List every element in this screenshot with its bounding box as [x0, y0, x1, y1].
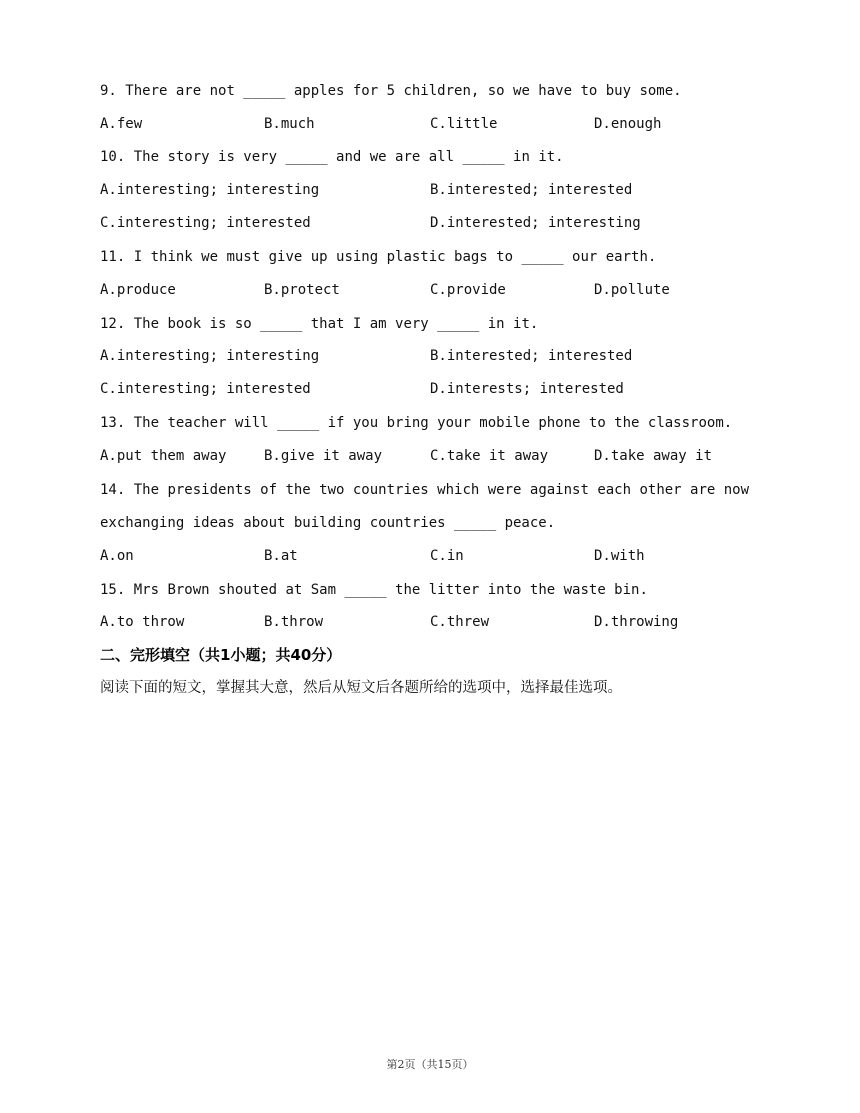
- question-14-options: [100, 546, 780, 566]
- page-footer: 第2页（共15页）: [386, 1058, 474, 1071]
- option-b: B.interested; interested: [430, 182, 633, 198]
- question-number: 12.: [100, 316, 126, 332]
- option-b: B.throw: [264, 614, 324, 630]
- option-a: A.interesting; interesting: [100, 348, 320, 364]
- option-b: B.protect: [264, 282, 340, 298]
- option-d: D.take away it: [594, 448, 713, 464]
- question-number: 11.: [100, 249, 126, 265]
- option-a: A.few: [100, 116, 143, 132]
- question-10-options-row-2: [100, 213, 780, 233]
- option-b: B.much: [264, 116, 315, 132]
- question-text: Mrs Brown shouted at Sam _____ the litter into the waste bin.: [133, 582, 648, 598]
- question-12: [100, 314, 538, 334]
- option-c: C.provide: [430, 282, 506, 298]
- question-10-options-row-1: [100, 180, 780, 200]
- question-text: The book is so _____ that I am very _____ in it.: [133, 316, 539, 332]
- option-b: B.interested; interested: [430, 348, 633, 364]
- option-d: D.enough: [594, 116, 662, 132]
- question-text: The presidents of the two countries which were against each other are now: [133, 482, 750, 498]
- question-number: 13.: [100, 415, 126, 431]
- option-b: B.give it away: [264, 448, 383, 464]
- option-d: D.interested; interesting: [430, 215, 641, 231]
- question-10: [100, 147, 564, 167]
- question-12-options-row-1: [100, 346, 780, 366]
- question-9-options: [100, 114, 780, 134]
- question-14: [100, 480, 749, 500]
- question-text: I think we must give up using plastic bags to _____ our earth.: [133, 249, 657, 265]
- question-number: 9.: [100, 83, 117, 99]
- question-text: The story is very _____ and we are all _____ in it.: [133, 149, 564, 165]
- question-13-options: [100, 446, 780, 466]
- question-13: [100, 413, 732, 433]
- option-d: D.with: [594, 548, 645, 564]
- option-d: D.interests; interested: [430, 381, 624, 397]
- question-number: 15.: [100, 582, 126, 598]
- option-a: A.put them away: [100, 448, 227, 464]
- question-number: 10.: [100, 149, 126, 165]
- option-a: A.on: [100, 548, 134, 564]
- option-a: A.produce: [100, 282, 176, 298]
- option-a: A.to throw: [100, 614, 185, 630]
- option-d: D.throwing: [594, 614, 679, 630]
- question-number: 14.: [100, 482, 126, 498]
- option-c: C.in: [430, 548, 464, 564]
- question-14-continued: exchanging ideas about building countries _____ peace.: [100, 515, 556, 531]
- option-c: C.threw: [430, 614, 490, 630]
- option-d: D.pollute: [594, 282, 670, 298]
- option-c: C.take it away: [430, 448, 549, 464]
- option-c: C.interesting; interested: [100, 215, 311, 231]
- section-heading: 二、完形填空（共1小题；共40分）: [100, 646, 342, 664]
- option-b: B.at: [264, 548, 298, 564]
- question-text: There are not _____ apples for 5 children, so we have to buy some.: [125, 83, 682, 99]
- option-c: C.interesting; interested: [100, 381, 311, 397]
- section-instruction: 阅读下面的短文，掌握其大意，然后从短文后各题所给的选项中，选择最佳选项。: [100, 680, 622, 696]
- question-15: [100, 580, 648, 600]
- question-9: [100, 81, 682, 101]
- option-a: A.interesting; interesting: [100, 182, 320, 198]
- question-15-options: [100, 612, 780, 632]
- question-text: The teacher will _____ if you bring your mobile phone to the classroom.: [133, 415, 733, 431]
- question-11: [100, 247, 656, 267]
- question-11-options: [100, 280, 780, 300]
- question-12-options-row-2: [100, 379, 780, 399]
- option-c: C.little: [430, 116, 498, 132]
